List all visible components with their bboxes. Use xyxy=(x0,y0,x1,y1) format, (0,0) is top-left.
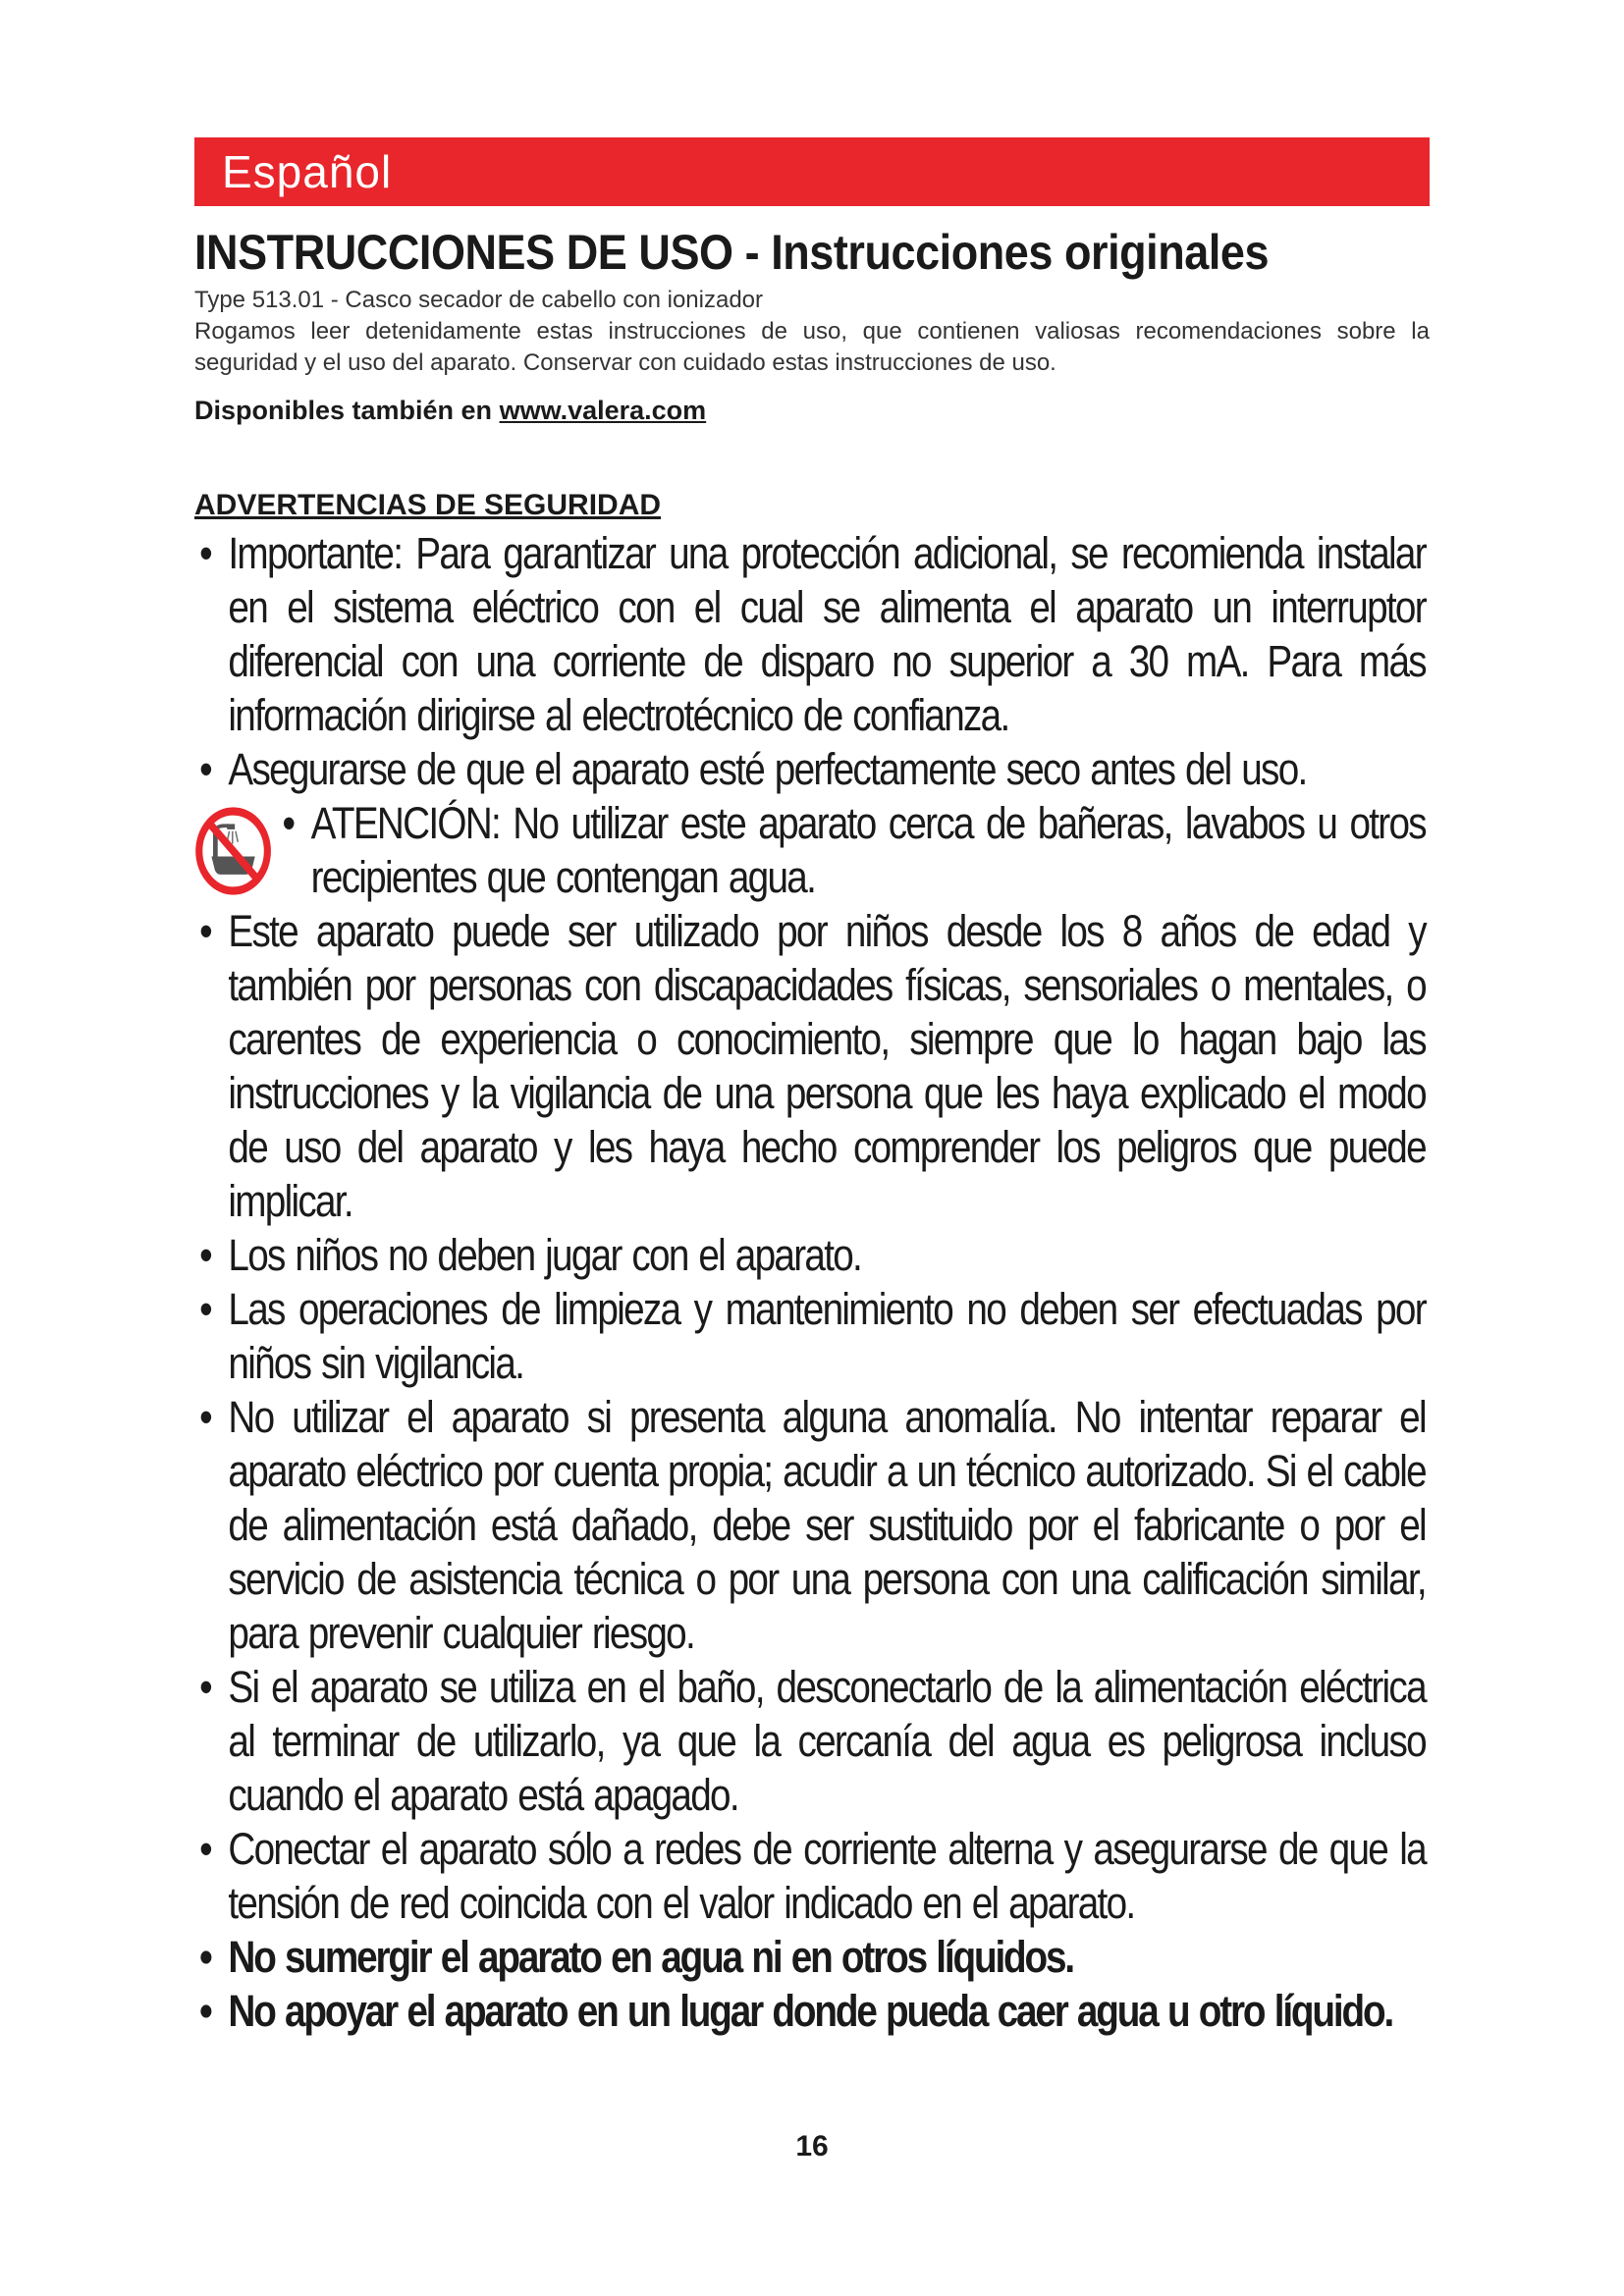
warning-text: Este aparato puede ser utilizado por niños desde los 8 años de edad y también por personas con discapacidades físicas, sensoriales o mentales, o carentes de experiencia o conocimiento, siempre que lo hagan bajo las instrucciones y la vigilancia de una persona que les haya explicado el modo de uso del aparato y les haya hecho comprender los peligros que puede implicar. xyxy=(228,906,1426,1226)
bullet: • xyxy=(282,798,295,848)
bullet: • xyxy=(199,1284,211,1334)
warning-item xyxy=(194,1660,1426,1822)
bullet: • xyxy=(199,1824,211,1874)
warning-text: No apoyar el aparato en un lugar donde pueda caer agua u otro líquido. xyxy=(228,1986,1393,2036)
warning-text: Las operaciones de limpieza y mantenimiento no deben ser efectuadas por niños sin vigilancia. xyxy=(228,1284,1426,1388)
warning-item-bold xyxy=(194,1930,1426,1984)
available-prefix: Disponibles también en xyxy=(194,396,500,425)
available-online xyxy=(194,393,1430,428)
warning-text: Conectar el aparato sólo a redes de corriente alterna y asegurarse de que la tensión de red coincida con el valor indicado en el aparato. xyxy=(228,1824,1426,1928)
safety-warnings-list xyxy=(194,526,1430,2038)
warning-text: Los niños no deben jugar con el aparato. xyxy=(228,1230,862,1280)
bullet: • xyxy=(199,906,211,956)
warning-item xyxy=(194,742,1426,796)
language-banner: Español xyxy=(194,137,1430,206)
bullet: • xyxy=(199,1662,211,1712)
warning-text: Asegurarse de que el aparato esté perfectamente seco antes del uso. xyxy=(228,744,1307,794)
product-type-line: Type 513.01 - Casco secador de cabello con ionizador xyxy=(194,287,764,313)
warning-item xyxy=(194,1390,1426,1660)
warning-text: ATENCIÓN: No utilizar este aparato cerca de bañeras, lavabos u otros recipientes que contengan agua. xyxy=(310,798,1426,902)
bullet: • xyxy=(199,1986,211,2036)
warning-item-attention xyxy=(194,796,1426,904)
page-title: INSTRUCCIONES DE USO - Instrucciones originales xyxy=(194,225,1270,280)
bullet: • xyxy=(199,744,211,794)
warning-text: No utilizar el aparato si presenta alguna anomalía. No intentar reparar el aparato eléctrico por cuenta propia; acudir a un técnico autorizado. Si el cable de alimentación está dañado, debe ser sustituido por el fabricante o por el servicio de asistencia técnica o por una persona con una calificación similar, para prevenir cualquier riesgo. xyxy=(228,1392,1426,1658)
warning-item xyxy=(194,1822,1426,1930)
manual-page xyxy=(194,137,1430,2038)
intro-paragraph: Rogamos leer detenidamente estas instrucciones de uso, que contienen valiosas recomendaciones sobre la seguridad y el uso del aparato. Conservar con cuidado estas instrucciones de uso. xyxy=(194,318,1430,376)
warning-text: Importante: Para garantizar una protección adicional, se recomienda instalar en el sistema eléctrico con el cual se alimenta el aparato un interruptor diferencial con una corriente de disparo no superior a 30 mA. Para más información dirigirse al electrotécnico de confianza. xyxy=(228,528,1426,740)
bullet: • xyxy=(199,1392,211,1442)
no-bathtub-icon xyxy=(194,806,272,896)
website-link[interactable]: www.valera.com xyxy=(499,396,707,425)
page-number: 16 xyxy=(795,2130,829,2163)
warning-text: No sumergir el aparato en agua ni en otros líquidos. xyxy=(228,1932,1074,1982)
safety-heading: ADVERTENCIAS DE SEGURIDAD xyxy=(194,489,662,521)
warning-item-bold xyxy=(194,1984,1426,2038)
bullet: • xyxy=(199,1932,211,1982)
warning-text: Si el aparato se utiliza en el baño, desconectarlo de la alimentación eléctrica al terminar de utilizarlo, ya que la cercanía del agua es peligrosa incluso cuando el aparato está apagado. xyxy=(228,1662,1426,1820)
warning-item xyxy=(194,904,1426,1228)
bullet: • xyxy=(199,1230,211,1280)
bullet: • xyxy=(199,528,211,578)
warning-item xyxy=(194,1282,1426,1390)
warning-item xyxy=(194,1228,1426,1282)
warning-item xyxy=(194,526,1426,742)
